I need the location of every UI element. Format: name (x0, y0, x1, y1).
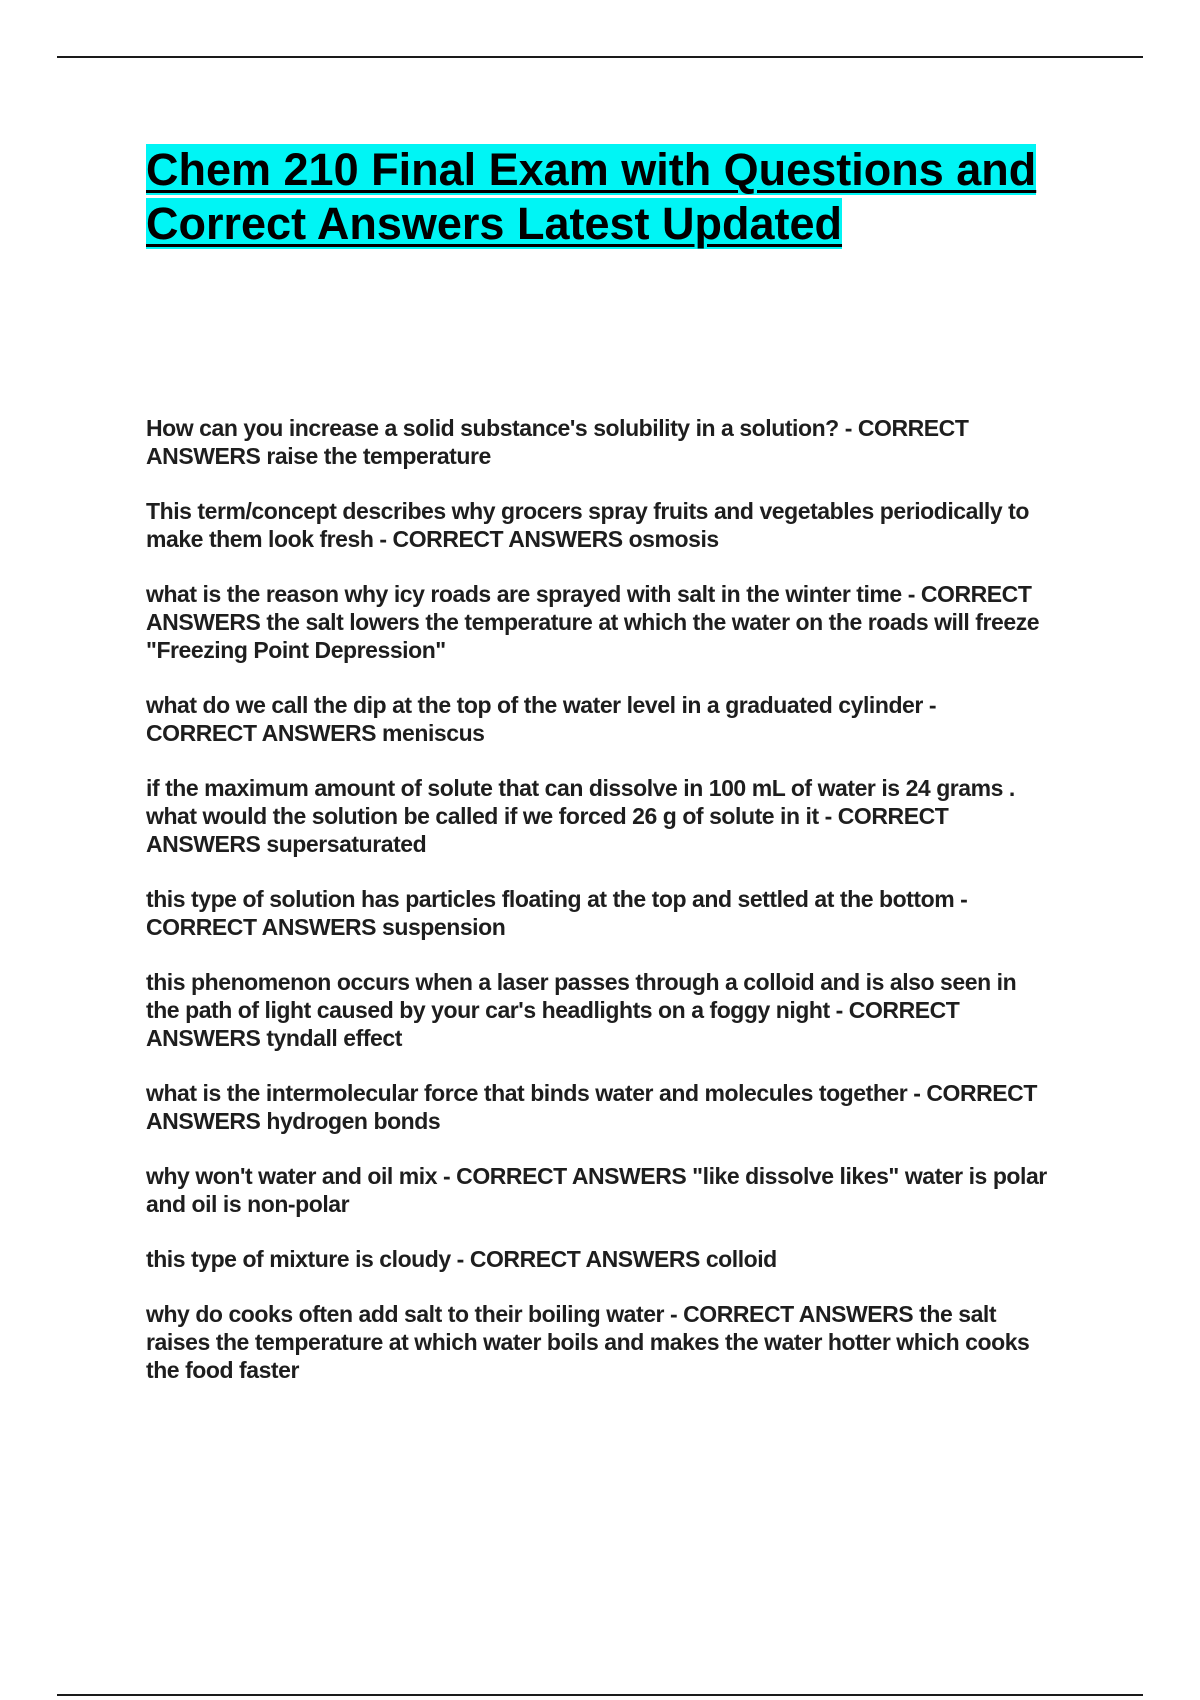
qa-item: what do we call the dip at the top of the water level in a graduated cylinder - CORRECT ANSWERS meniscus (146, 692, 937, 746)
qa-item: this phenomenon occurs when a laser passes through a colloid and is also seen in the path of light caused by your car's headlights on a foggy night - CORRECT ANSWERS tyndall effect (146, 969, 1017, 1051)
qa-list (146, 414, 1051, 1411)
qa-item: this type of solution has particles floating at the top and settled at the bottom - CORRECT ANSWERS suspension (146, 886, 968, 940)
document-title-text: Chem 210 Final Exam with Questions and Correct Answers Latest Updated (146, 144, 1037, 249)
qa-item: if the maximum amount of solute that can dissolve in 100 mL of water is 24 grams . what would the solution be called if we forced 26 g of solute in it - CORRECT ANSWERS supersaturated (146, 775, 1015, 857)
qa-item: what is the intermolecular force that binds water and molecules together - CORRECT ANSWERS hydrogen bonds (146, 1080, 1037, 1134)
qa-item: This term/concept describes why grocers spray fruits and vegetables periodically to make them look fresh - CORRECT ANSWERS osmosis (146, 498, 1029, 552)
document-title (146, 143, 1046, 251)
qa-item: this type of mixture is cloudy - CORRECT ANSWERS colloid (146, 1246, 777, 1272)
qa-item: what is the reason why icy roads are sprayed with salt in the winter time - CORRECT ANSWERS the salt lowers the temperature at which the water on the roads will freeze "Freezing Point Depression" (146, 581, 1040, 663)
top-divider (57, 56, 1143, 58)
bottom-divider (57, 1694, 1143, 1696)
qa-item: why do cooks often add salt to their boiling water - CORRECT ANSWERS the salt raises the temperature at which water boils and makes the water hotter which cooks the food faster (146, 1301, 1030, 1383)
qa-item: How can you increase a solid substance's solubility in a solution? - CORRECT ANSWERS raise the temperature (146, 415, 969, 469)
qa-item: why won't water and oil mix - CORRECT ANSWERS "like dissolve likes" water is polar and oil is non-polar (146, 1163, 1047, 1217)
